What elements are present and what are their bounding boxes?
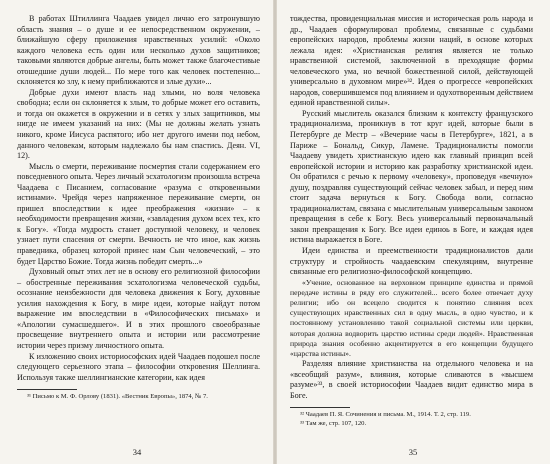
footnote: ³³ Там же, стр. 107, 120.: [300, 419, 367, 427]
footnote-divider: [17, 389, 77, 390]
block-quote: «Учение, основанное на верховном принципе единства и прямой передаче истины в ряду его служителей... всего более отвечает духу религии; ибо он всецело сводится к понятию слияния всех существующих нравственных сил в одну мысль, в одно чувство, и к постоянному установлению такой социальной системы или церкви, которая должна водворить царство истины среди людей». Нравственная природа знания особенно акцентируется в его концепции будущего «царства истины».: [290, 277, 533, 359]
footnote: ³² Чаадаев П. Я. Сочинения и письма. М., 1914. Т. 2, стр. 119.: [300, 411, 471, 419]
paragraph: тождества, провиденциальная миссия и историческая роль народа и др., Чаадаев сформулировал проблемы, связанные с судьбами европейских народов, проблемы жизни наций, в основе которых лежала идея: «Христианская религия является не только нравственной системой, заключенной в преходящие формы человеческого ума, но вечной божественной силой, действующей универсально в духовном мире»³². Идея о прогрессе «европейских народов, совершившемся под влиянием и одухотворенным действием единой нравственной силы».: [290, 14, 533, 108]
paragraph: Добрые духи имеют власть над злыми, но воля человека свободна; если он склоняется к злым, то добрые может его оставить, и тогда он окажется в окружении и в сетях у злых защитников, мы нигде не имеем указаний на них: (Мы не должны желать узнать никого, кроме Иисуса распятого; ибо нет другого имени под небом, данного человекам, которым надлежало бы нам спастись. Деян. VI, 12).: [17, 87, 260, 161]
right-page: [276, 0, 550, 464]
paragraph: Духовный опыт этих лет не в основу его религиозной философии – обостренные переживания эсхатологизма человеческой судьбы, осознание неизбежности для человека движения к Богу, духовные усилия нахождения к Богу, в мире идеи, которые найдут потом выражение им впоследствии в «Философических письмах» и «Апологии сумасшедшего». И в этих прошлого своеобразные просвещение внутреннего опыта и истории или рассмотрение истории через призму личностного опыта.: [17, 267, 260, 350]
page-number: 35: [408, 447, 418, 458]
page-number: 34: [132, 447, 142, 458]
footnote-divider: [290, 407, 350, 408]
footnote: ³¹ Письмо к М. Ф. Орлову (1831). «Вестник Европы», 1874, № 7.: [27, 393, 208, 401]
paragraph: Разделяя влияние христианства на отдельного человека и на «всеобщий разум», влияния, которые сливаются в «высшем разуме»³³, в своей историософии Чаадаев видит единство мира в Боге.: [290, 359, 533, 400]
paragraph: Идеи единства и преемственности традиционалистов дали структуру и стройность чаадаевским спекуляциям, внутренне связанные его религиозно-философской концепцию.: [290, 246, 533, 277]
paragraph: Мысль о смерти, переживание посмертия стали содержанием его повседневного опыта. Через личный эсхатологизм произошла встреча Чаадаева с Писанием, согласование «разума с откровенными истинами». Чрейдя через напряженное переживание смерти, он пришел впоследствии к идее преображения «жизни» – к необходимости превращения жизни, «завладения духом всех тех, кто к Богу». «Тогда мудрость станет доступной человеку, и человек узнает пути спасения от смерти. Вечность не что иное, как жизнь праведника, образец которой принес нам Сын человеческий, – это будет Царство Божие. Тогда жизнь победит смерть...»: [17, 161, 260, 266]
paragraph: Русский мыслитель оказался близким к контексту французского традиционализма, проникнув в тот круг идей, которые были в Петербурге де Местр – «Вечерние часы в Петербурге», 1821, а в Париже – Бональд, Сикур, Ламене. Традиционалисты помогли Чаадаеву увидеть христианскую идею как главный принцип всей европейской истории и историю как разработку христианской идеи. Он обратился с речью к первому «человеку», проповедуя «вечную» душу, поздравляя существующий сейчас человек забыл, и перед ним стоит задача вернуться к Богу. Свобода воли, согласно традиционалистам, связана с мыслительным универсальным законом превращения в себе к Богу. Весь универсальный первоначальный закон превращения к Богу. Все идеи единоь в Боге, и каждая идея истина выражается в Боге.: [290, 108, 533, 245]
left-page: [0, 0, 274, 464]
paragraph: К изложению своих историософских идей Чаадаев подошел после следующего серьезного этапа – философии откровения Шеллинга. Используя также шеллингианские категории, как идея: [17, 351, 260, 382]
paragraph: В работах Штиллинга Чаадаев увидел лично его затронувшую область знания – о душе и ее непосредственном окружении, – ближайшую сферу приложения нравственных усилий: «Около каждого человека есть один или несколько духов защитников; таковыми являются добрые ангелы, быть может также благочестивые отошедшие души людей... По мере того как человек постепенно... склоняется ко злу, к нему приближаются и злые духи»...: [17, 14, 260, 87]
